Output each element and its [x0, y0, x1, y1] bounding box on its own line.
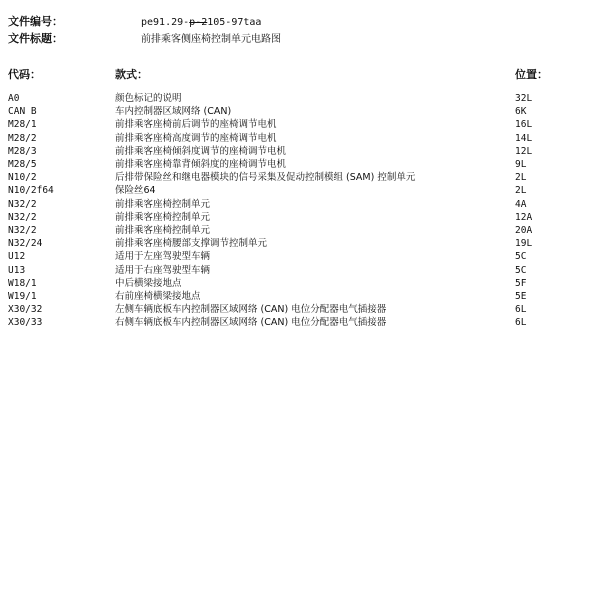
file-title-row [8, 32, 281, 47]
table-row [8, 198, 532, 211]
description-cell: 适用于左座驾驶型车辆 [115, 251, 211, 263]
file-title-label: 文件标题： [8, 32, 63, 45]
code-cell: M28/3 [8, 145, 37, 157]
position-cell: 5C [515, 251, 527, 263]
table-row [8, 92, 532, 105]
table-row [8, 145, 532, 158]
code-cell: U12 [8, 251, 26, 263]
table-row [8, 158, 532, 171]
component-list-body [8, 92, 532, 330]
code-cell: CAN B [8, 106, 37, 118]
description-cell: 左侧车辆底板车内控制器区域网络 (CAN) 电位分配器电气插接器 [115, 304, 387, 316]
description-cell: 前排乘客座椅腰部支撑调节控制单元 [115, 238, 268, 250]
code-cell: N10/2f64 [8, 185, 54, 197]
table-row [8, 211, 532, 224]
code-cell: A0 [8, 93, 20, 104]
description-cell: 中后横梁接地点 [115, 277, 182, 289]
file-number-label: 文件编号： [8, 15, 63, 28]
code-cell: N32/2 [8, 198, 37, 210]
description-cell: 后排带保险丝和继电器模块的信号采集及促动控制模组 (SAM) 控制单元 [115, 172, 416, 184]
code-cell: N32/2 [8, 225, 37, 237]
description-cell: 保险丝64 [115, 185, 156, 197]
description-cell: 前排乘客座椅控制单元 [115, 225, 211, 237]
table-row [8, 171, 532, 184]
table-row [8, 264, 532, 277]
position-cell: 2L [515, 172, 527, 184]
description-cell: 颜色标记的说明 [115, 93, 182, 104]
position-cell: 9L [515, 159, 527, 171]
position-cell: 32L [515, 93, 533, 104]
file-title-value: 前排乘客侧座椅控制单元电路图 [141, 34, 281, 45]
code-cell: X30/33 [8, 317, 43, 329]
code-cell: M28/5 [8, 159, 37, 171]
table-row [8, 290, 532, 303]
component-list [8, 92, 532, 330]
code-cell: N32/24 [8, 238, 43, 250]
position-cell: 6L [515, 304, 527, 316]
position-cell: 6L [515, 317, 527, 329]
table-row [8, 250, 532, 263]
position-cell: 5E [515, 291, 527, 303]
position-cell: 16L [515, 119, 533, 131]
table-row [8, 316, 532, 329]
description-cell: 车内控制器区域网络 (CAN) [115, 106, 232, 118]
code-cell: W19/1 [8, 291, 37, 303]
table-row [8, 118, 532, 131]
code-cell: W18/1 [8, 277, 37, 289]
table-row [8, 184, 532, 197]
position-column-header: 位置： [515, 68, 548, 81]
position-cell: 5C [515, 264, 527, 276]
position-cell: 19L [515, 238, 533, 250]
description-cell: 前排乘客座椅前后调节的座椅调节电机 [115, 119, 277, 131]
position-cell: 4A [515, 198, 527, 210]
table-row [8, 303, 532, 316]
description-cell: 适用于右座驾驶型车辆 [115, 264, 211, 276]
code-cell: X30/32 [8, 304, 43, 316]
description-cell: 前排乘客座椅控制单元 [115, 211, 211, 223]
position-cell: 12A [515, 211, 533, 223]
code-cell: M28/2 [8, 132, 37, 144]
position-cell: 2L [515, 185, 527, 197]
code-cell: N32/2 [8, 211, 37, 223]
position-cell: 20A [515, 225, 533, 237]
table-row [8, 105, 532, 118]
table-row [8, 277, 532, 290]
description-cell: 前排乘客座椅控制单元 [115, 198, 211, 210]
table-row [8, 224, 532, 237]
position-cell: 12L [515, 145, 533, 157]
position-cell: 14L [515, 132, 533, 144]
description-cell: 右侧车辆底板车内控制器区域网络 (CAN) 电位分配器电气插接器 [115, 317, 387, 329]
position-cell: 5F [515, 277, 527, 289]
table-row [8, 132, 532, 145]
code-column-header: 代码： [8, 68, 41, 81]
code-cell: N10/2 [8, 172, 37, 184]
description-cell: 前排乘客座椅靠背倾斜度的座椅调节电机 [115, 159, 287, 171]
description-cell: 前排乘客座椅高度调节的座椅调节电机 [115, 132, 277, 144]
file-number-value: pe91.29-p-2105-97taa [141, 17, 262, 28]
file-number-row [8, 15, 261, 30]
code-cell: U13 [8, 264, 26, 276]
style-column-header: 款式： [115, 68, 148, 81]
description-cell: 右前座椅横梁接地点 [115, 291, 201, 303]
table-row [8, 237, 532, 250]
code-cell: M28/1 [8, 119, 37, 131]
description-cell: 前排乘客座椅倾斜度调节的座椅调节电机 [115, 145, 287, 157]
position-cell: 6K [515, 106, 527, 118]
